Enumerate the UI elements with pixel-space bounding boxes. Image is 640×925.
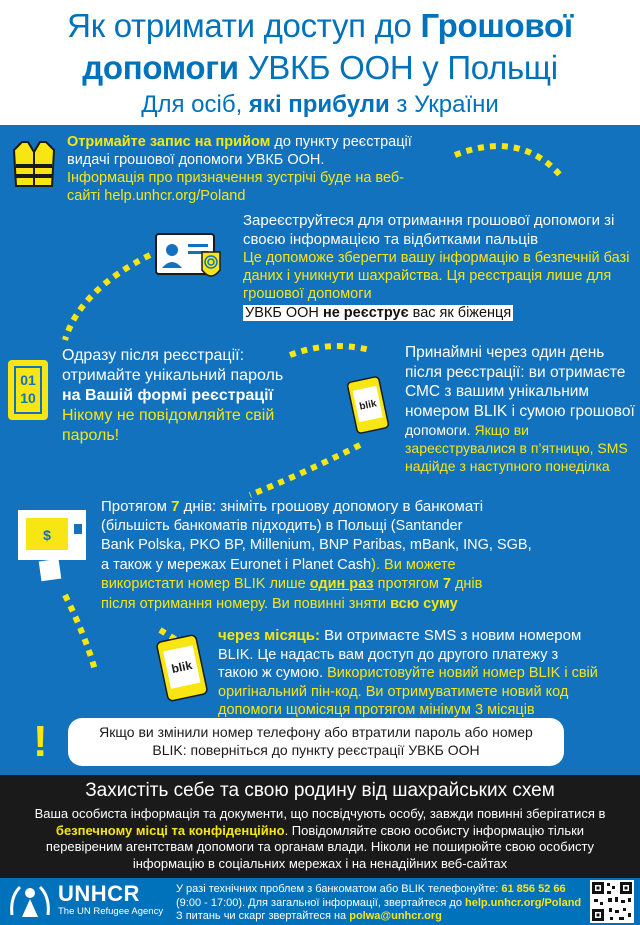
step3-text: Одразу після реєстрації: отримайте унікальний пароль на Вашій формі реєстрації Нікому не повідомляйте свій пароль!	[62, 347, 284, 444]
scam-warning-title: Захистіть себе та свою родину від шахрайських схем	[85, 780, 555, 801]
step5-text: Протягом 7 днів: зніміть грошову допомогу в банкоматі (більшість банкоматів підходить) в Польщі (Santander Bank Polska, PKO BP, Millenium, BNP Paribas, mBank, ING, SGB, а також у мережах Euronet і Planet Cash). Ви можете використати номер BLIK лише один раз протягом 7 днів після отримання номеру. Ви повинні зняти всю суму	[101, 498, 532, 612]
qr-code-icon[interactable]	[590, 880, 634, 923]
blik-phone-icon	[346, 376, 390, 434]
step1-text: Отримайте запис на прийом до пункту реєстрації видачі грошової допомоги УВКБ ООН. Інформація про призначення зустрічі буде на веб- сайті help.unhcr.org/Poland	[67, 134, 412, 204]
step4-text: Принаймні через один день після реєстрації: ви отримаєте СМС з вашим унікальним номером BLIK і сумою грошової допомоги. Якщо ви зареєструвалися в п’ятницю, SMS надійде з наступного понеділка	[405, 344, 635, 474]
id-card-fingerprint-icon	[154, 228, 226, 284]
scam-warning-body: Ваша особиста інформація та документи, що посвідчують особу, завжди повинні зберігатися в безпечному місці та конфіденційно. Повідомляйте свою особисту інформацію тільки перевіреним агентствам допомоги та органам влади. Ніколи не поширюйте свою особисту інформацію в соціальних мережах і на ненадійних веб-сайтах	[34, 806, 606, 871]
blik-label: blik	[358, 398, 378, 413]
lost-password-note: Якщо ви змінили номер телефону або втратили пароль або номер BLIK: поверніться до пункту реєстрації УВКБ ООН	[68, 718, 564, 766]
code-digits-bottom: 10	[20, 390, 36, 406]
unhcr-tagline: The UN Refugee Agency	[58, 906, 164, 917]
footer-contact: У разі технічних проблем з банкоматом або BLIK телефонуйте: 61 856 52 66 (9:00 - 17:00). Для загальної інформації, звертайтеся до help.unhcr.org/Poland З питань чи скарг звертайтеся на polwa@unhcr.org	[176, 883, 582, 922]
not-registered-highlight: УВКБ ООН не реєструє вас як біженця	[245, 305, 512, 321]
page-subtitle: Для осіб, які прибули з України	[141, 91, 499, 118]
password-code-icon	[8, 360, 48, 420]
step2-text: Зареєструйтеся для отримання грошової допомоги зі своєю інформацією та відбитками пальців Це допоможе зберегти вашу інформацію в безпечній базі даних і уникнути шахрайства. Ця реєстрація лише для грошової допомоги УВКБ ООН не реєструє вас як біженця	[243, 212, 630, 321]
safety-vest-icon	[12, 140, 56, 188]
blik-label-2: blik	[170, 658, 194, 677]
page-title-line1: Як отримати доступ до Грошової	[67, 7, 573, 44]
blik-phone-icon-2	[154, 634, 210, 702]
unhcr-logo-icon	[8, 881, 52, 921]
warning-exclamation-icon: !	[33, 717, 48, 766]
page-title-line2: допомоги УВКБ ООН у Польщі	[82, 49, 558, 86]
atm-icon	[16, 508, 88, 582]
atm-dollar-symbol: $	[43, 527, 51, 543]
code-digits-top: 01	[20, 372, 36, 388]
step6-text: через місяць: Ви отримаєте SMS з новим номером BLIK. Це надасть вам доступ до другого платежу з такою ж сумою. Використовуйте новий номер BLIK і свій оригінальний пін-код. Ви отримуватимете новий код допомоги щомісяця протягом мінімум 3 місяців	[218, 627, 598, 718]
unhcr-brand: UNHCR	[58, 881, 140, 906]
